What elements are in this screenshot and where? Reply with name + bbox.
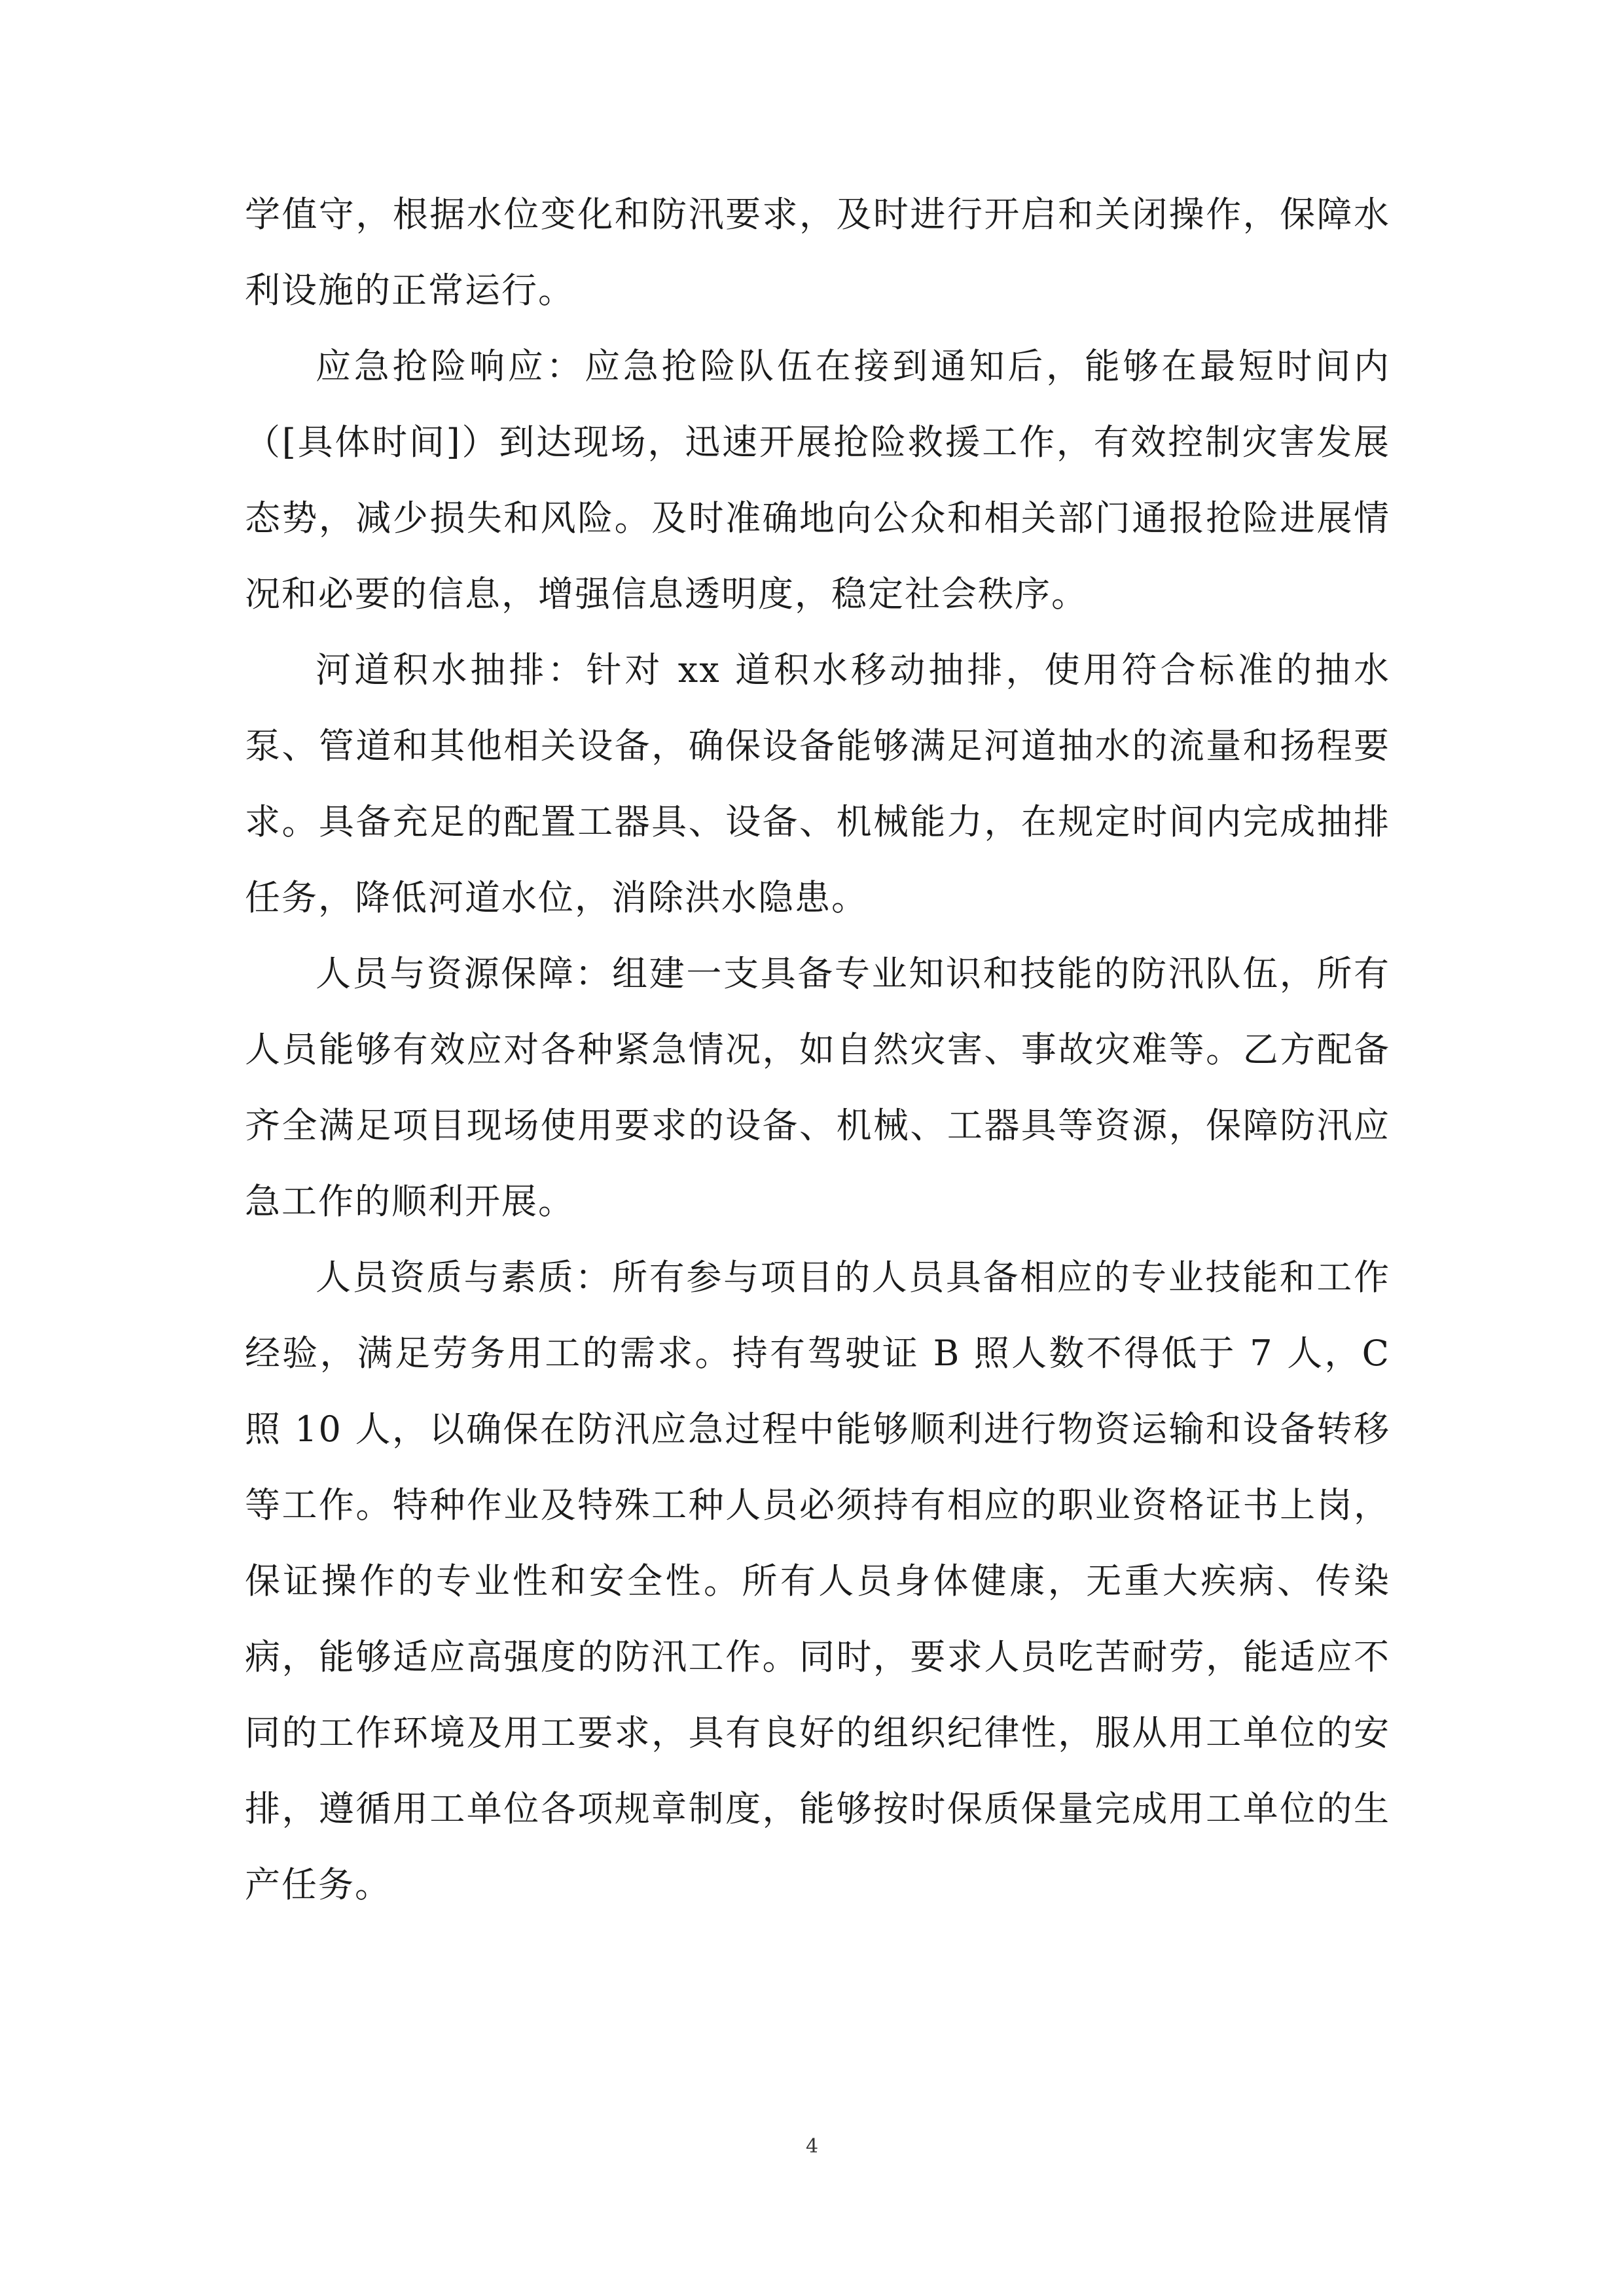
- paragraph-river-drainage: 河道积水抽排：针对 xx 道积水移动抽排，使用符合标准的抽水泵、管道和其他相关设备，确保设备能够满足河道抽水的流量和扬程要求。具备充足的配置工器具、设备、机械能力，在规定时间内完成抽排任务，降低河道水位，消除洪水隐患。: [245, 649, 1390, 918]
- paragraph-continuation: 学值守，根据水位变化和防汛要求，及时进行开启和关闭操作，保障水利设施的正常运行。: [245, 194, 1390, 311]
- paragraph-personnel-quality: 人员资质与素质：所有参与项目的人员具备相应的专业技能和工作经验，满足劳务用工的需求。持有驾驶证 B 照人数不得低于 7 人，C 照 10 人，以确保在防汛应急过程中能够顺利进行物资运输和设备转移等工作。特种作业及特殊工种人员必须持有相应的职业资格证书上岗，保证操作的专业性和安全性。所有人员身体健康，无重大疾病、传染病，能够适应高强度的防汛工作。同时，要求人员吃苦耐劳，能适应不同的工作环境及用工要求，具有良好的组织纪律性，服从用工单位的安排，遵循用工单位各项规章制度，能够按时保质保量完成用工单位的生产任务。: [245, 1257, 1390, 1905]
- paragraph-personnel-resources: 人员与资源保障：组建一支具备专业知识和技能的防汛队伍，所有人员能够有效应对各种紧急情况，如自然灾害、事故灾难等。乙方配备齐全满足项目现场使用要求的设备、机械、工器具等资源，保障防汛应急工作的顺利开展。: [245, 953, 1390, 1222]
- page-number: 4: [805, 2135, 819, 2158]
- paragraph-emergency-response: 应急抢险响应：应急抢险队伍在接到通知后，能够在最短时间内（[具体时间]）到达现场，迅速开展抢险救援工作，有效控制灾害发展态势，减少损失和风险。及时准确地向公众和相关部门通报抢险进展情况和必要的信息，增强信息透明度，稳定社会秩序。: [245, 346, 1390, 615]
- body-text: [245, 177, 1390, 1923]
